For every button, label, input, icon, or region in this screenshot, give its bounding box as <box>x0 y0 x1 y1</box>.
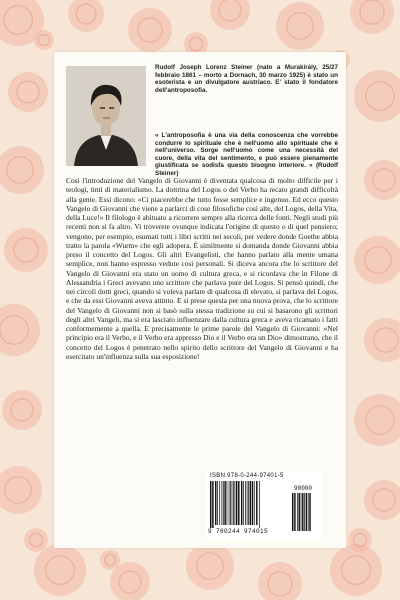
barcode-bar <box>301 493 302 531</box>
background-dot <box>8 72 48 112</box>
background-dot <box>354 70 400 122</box>
barcode-bar <box>210 481 211 529</box>
barcode-bar <box>232 481 233 525</box>
barcode-bar <box>302 493 303 531</box>
ean-digits: 9 780244 974015 <box>208 528 292 535</box>
background-dot <box>276 2 324 50</box>
background-dot <box>354 394 400 446</box>
barcode-bar <box>298 493 299 531</box>
barcode-bar <box>234 481 235 525</box>
barcode-bar <box>229 481 230 525</box>
barcode-bar <box>254 481 255 525</box>
background-dot <box>4 228 48 272</box>
back-cover-panel <box>54 52 346 548</box>
barcode-bar <box>248 481 249 525</box>
barcode-bar <box>215 481 216 525</box>
background-dot <box>68 0 104 32</box>
background-dot <box>0 304 40 356</box>
barcode-bar <box>292 493 293 531</box>
isbn-barcode <box>206 472 322 540</box>
author-bio: Rudolf Joseph Lorenz Steiner (nato a Murakirály, 25/27 febbraio 1861 – morto a Dornach, 30 marzo 1925) è stato un esoterista e un divulgatore austriaco. E' stato il fondatore dell'antroposofia. <box>155 64 338 94</box>
barcode-bar <box>256 481 257 525</box>
barcode-bar <box>294 493 295 531</box>
background-dot <box>34 30 54 50</box>
barcode-bar <box>252 481 253 525</box>
barcode-bar <box>227 481 228 525</box>
barcode-bar <box>308 493 309 531</box>
background-dot <box>100 550 120 570</box>
background-dot <box>34 544 86 596</box>
background-dot <box>330 544 382 596</box>
background-dot <box>2 390 42 430</box>
barcode-bar <box>212 481 213 529</box>
background-dot <box>210 0 250 30</box>
barcode-bar <box>259 481 260 529</box>
author-quote: « L'antroposofia è una via della conoscenza che vorrebbe condurre lo spirituale che è nell'uomo allo spirituale che è nell'universo. Sorge nell'uomo come una necessità del cuore, della vita del sentimento, e può essere pienamente giustificata se sodisfa questo bisogno interiore. » (Rudolf Steiner) <box>155 132 338 177</box>
barcode-bar <box>306 493 307 531</box>
background-dot <box>258 562 302 600</box>
barcode-bar <box>219 481 220 525</box>
background-dot <box>354 236 400 284</box>
barcode-bar <box>230 481 231 525</box>
background-dot <box>0 466 42 514</box>
author-portrait <box>66 66 146 166</box>
background-dot <box>364 318 400 362</box>
barcode-bar <box>245 481 246 525</box>
barcode-bar <box>238 481 239 525</box>
price-code: 90000 <box>294 485 313 492</box>
barcode-bar <box>247 481 248 525</box>
background-dot <box>24 528 48 552</box>
background-dot <box>128 8 172 52</box>
barcode-bar <box>224 481 225 525</box>
barcode-bar <box>243 481 244 525</box>
barcode-bar <box>309 493 310 531</box>
isbn-label: ISBN 978-0-244-97401-5 <box>210 473 284 479</box>
barcode-bar <box>241 481 242 525</box>
barcode-bar <box>222 481 223 525</box>
background-dot <box>348 528 372 552</box>
barcode-bar <box>217 481 218 525</box>
barcode-bar <box>304 493 305 531</box>
addon-barcode-bars <box>292 493 318 533</box>
barcode-bar <box>297 493 298 531</box>
book-description: Così l'introduzione del Vangelo di Giovanni è diventata qualcosa di molto difficile per i teologi, tinti di materialismo. La dottrina del Logos o del Verbo ha recato grandi difficoltà alla gente. Essi dicono: «Ci piacerebbe che tutto fosse semplice e ingenuo. Ed ecco questo Vangelo di Giovanni che viene a parlarci di cose filosofiche così alte, del Logos, della Vita, della Luce!» Il filologo è abituato a ricorrere sempre alla ricerca delle fonti. Negli studi più recenti non si fa altro. Vi troverete ovunque indicata l'origine di questo o di quel pensiero; vengono, per esempio, esumati tutti i libri scritti nei secoli, per vedere donde Goethe abbia tratto la parola «Wurm» che egli adopera. È similmente si domanda donde Giovanni abbia preso il concetto del Logos. Gli altri Evangelisti, che hanno parlato alla mente umana semplice, non hanno espresso vedute così personali. Si diceva ancora che lo scrittore del Vangelo di Giovanni era stato un uomo di cultura greca, e si ricordava che in Filone di Alessandria i Greci avevano uno scrittore che parlava pure del Logos. Si pensò quindi, che nei circoli dotti greci, quando si voleva parlare di qualcosa di elevato, si parlava del Logos, e che da essi Giovanni aveva attinto. E si prese questa per una nuova prova, che lo scrittore del Vangelo di Giovanni non si basò sulla stessa tradizione su cui si basarono gli scrittori degli altri Vangeli, ma si era lasciato influenzare dalla cultura greca e aveva ricamato i fatti conformemente a quella. E precisamente le prime parole del Vangelo di Giovanni: «Nel principio era il Verbo, e il Verbo era appresso Dio e il Verbo era un Dio» dimostrano, che il concetto del Logos è penetrato nello spirito dello scrittore del Vangelo di Giovanni e ha esercitato un'influenza sulla sua esposizione! <box>66 176 338 361</box>
background-dot <box>186 542 234 590</box>
barcode-bar <box>236 481 237 525</box>
barcode-bar <box>223 481 224 525</box>
barcode-bar <box>250 481 251 525</box>
ean-barcode-bars <box>210 481 290 531</box>
background-dot <box>350 0 394 34</box>
barcode-bar <box>233 481 234 525</box>
